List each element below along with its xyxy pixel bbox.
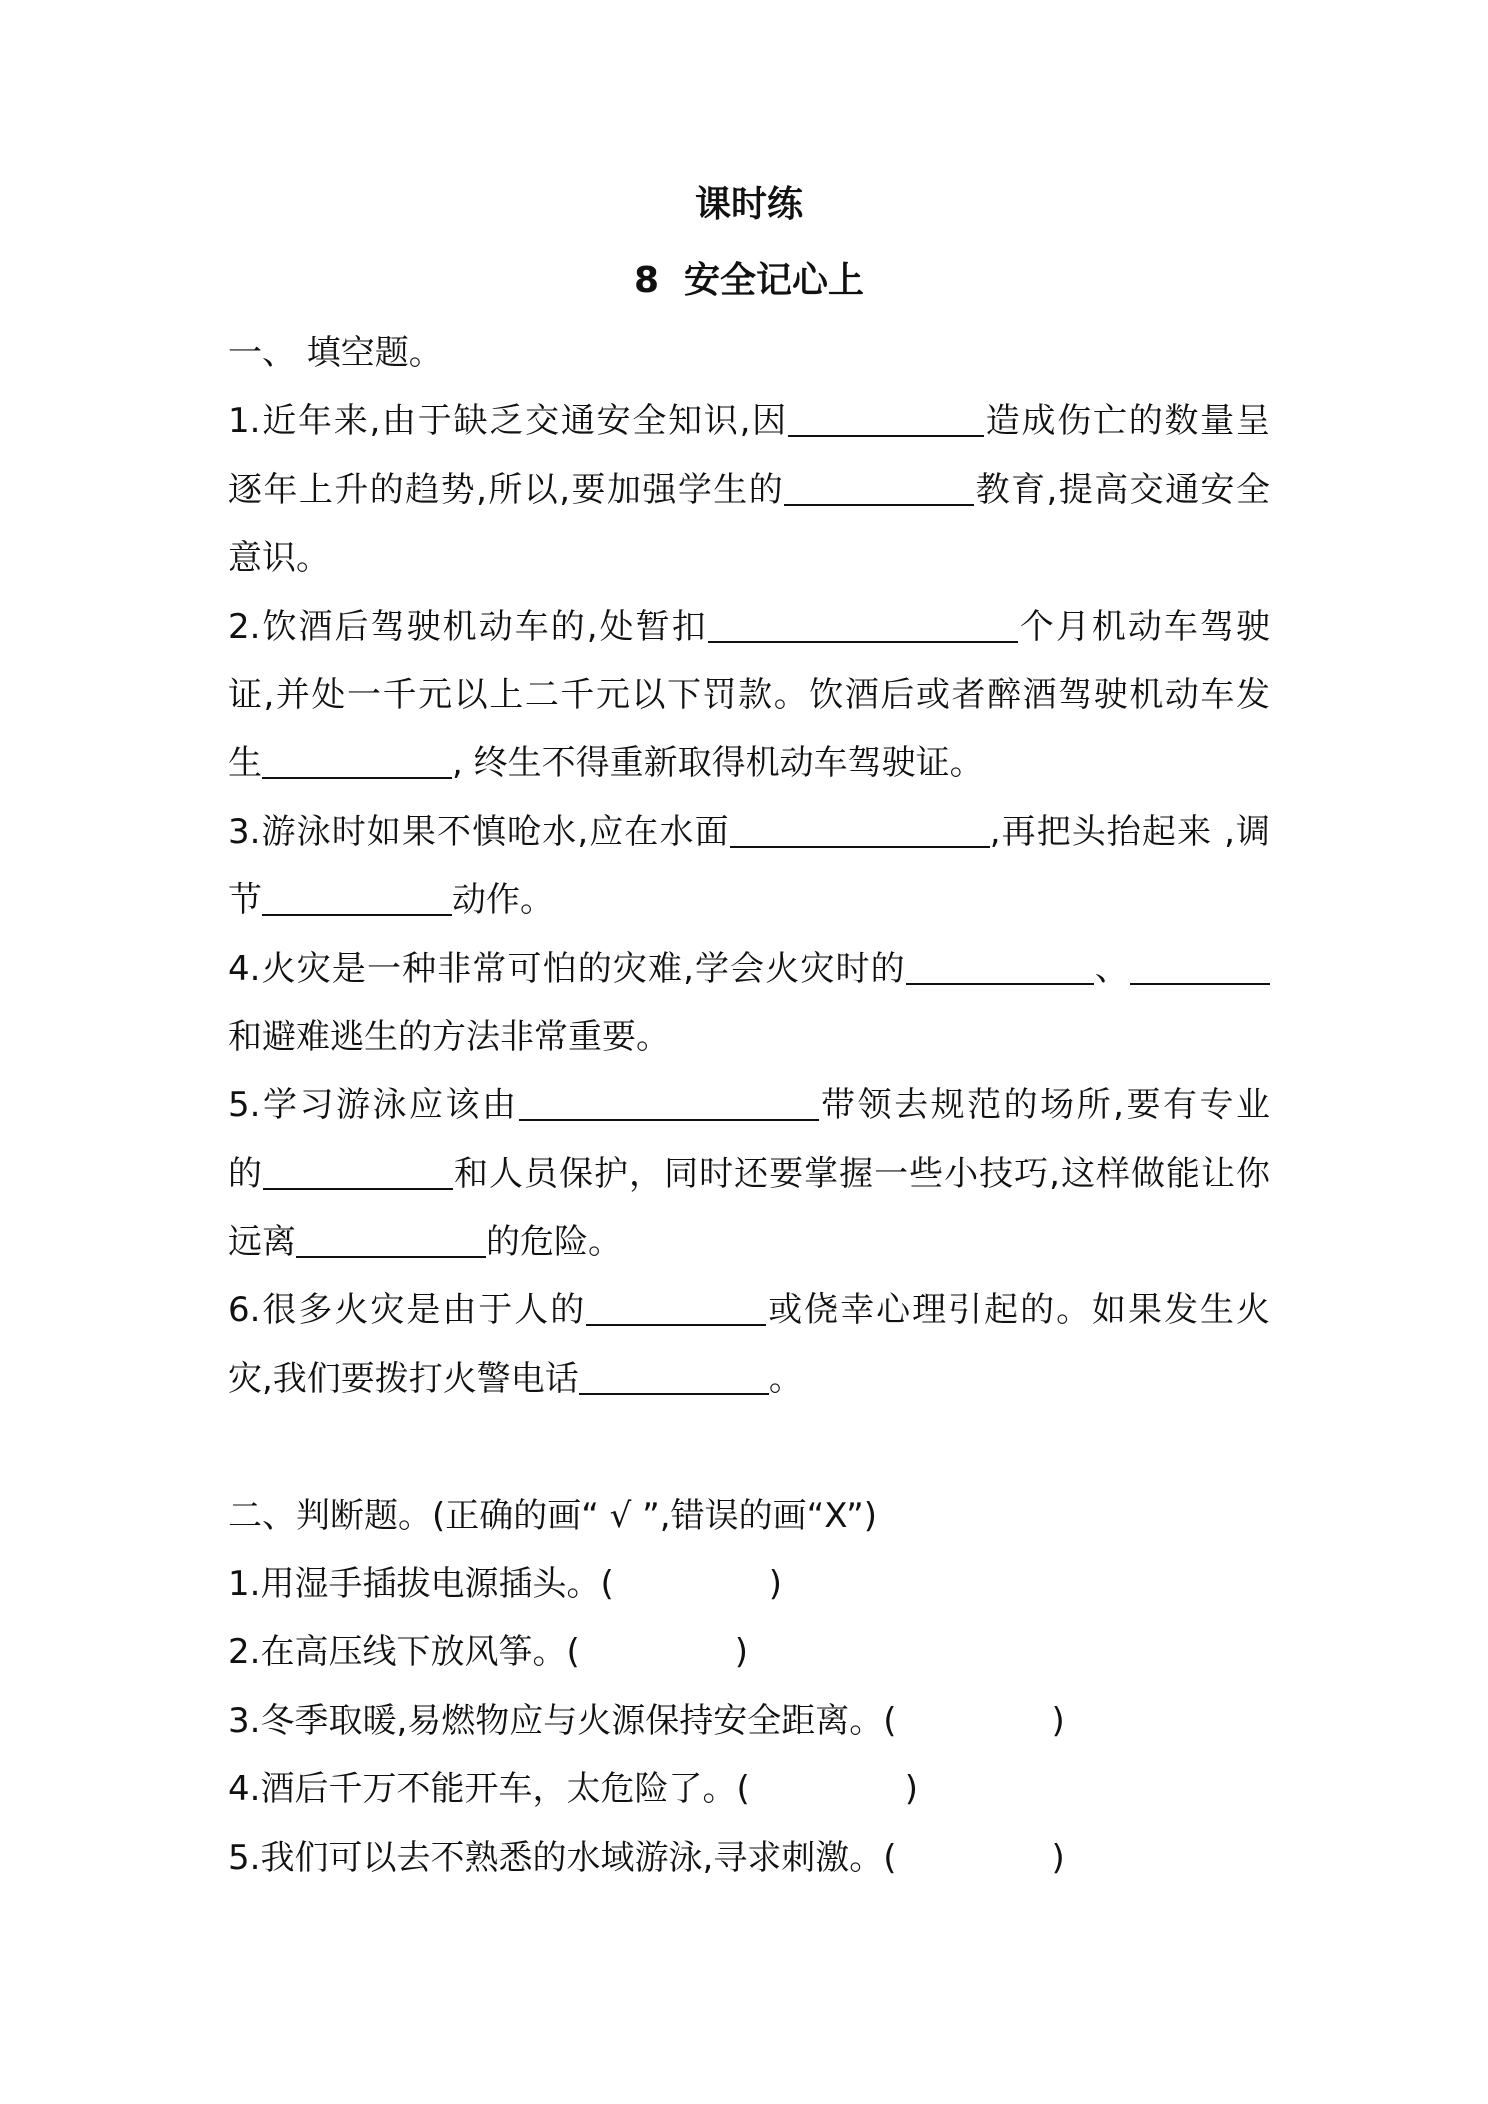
section-heading-fill-blank: 一、 填空题。 — [228, 333, 443, 373]
answer-blank — [262, 886, 452, 916]
fill-q4-line-1 — [228, 935, 1270, 1003]
lesson-title: 8 安全记心上 — [633, 260, 865, 301]
question-text: 教育,提高交通安全 — [974, 469, 1270, 510]
question-text: 造成伤亡的数量呈 — [983, 401, 1270, 442]
tf-item-5 — [228, 1824, 1270, 1892]
paren-close: ) — [1051, 1837, 1065, 1878]
paren-close: ) — [734, 1632, 748, 1673]
answer-blank — [708, 613, 1018, 643]
paren-open: ( — [883, 1700, 897, 1741]
worksheet — [228, 167, 1270, 1892]
tf-stem: 4.酒后千万不能开车，太危险了。 — [228, 1769, 737, 1810]
question-text: 节 — [228, 880, 262, 921]
question-text: 带领去规范的场所,要有专业 — [818, 1085, 1270, 1126]
section-spacer — [228, 1413, 1270, 1481]
question-text: 灾,我们要拨打火警电话 — [228, 1358, 579, 1399]
fill-q2-line-3 — [228, 729, 1270, 797]
answer-slot — [750, 1790, 905, 1800]
question-text: 和人员保护，同时还要掌握一些小技巧,这样做能让你 — [453, 1153, 1270, 1194]
fill-q5-line-3 — [228, 1208, 1270, 1276]
question-text: 3.游泳时如果不慎呛水,应在水面 — [228, 811, 730, 852]
answer-blank — [1130, 955, 1270, 985]
fill-q2-line-2 — [228, 661, 1270, 729]
tf-item-4 — [228, 1755, 1270, 1823]
tf-stem: 1.用湿手插拔电源插头。 — [228, 1564, 601, 1605]
answer-slot — [580, 1653, 735, 1663]
paren-open: ( — [883, 1837, 897, 1878]
paren-close: ) — [768, 1564, 782, 1605]
question-text: , 终生不得重新取得机动车驾驶证。 — [452, 743, 984, 784]
paren-open: ( — [736, 1769, 750, 1810]
answer-slot — [897, 1722, 1052, 1732]
question-text: 5.学习游泳应该由 — [228, 1085, 519, 1126]
answer-slot — [614, 1585, 769, 1595]
fill-q6-line-2 — [228, 1345, 1270, 1413]
question-text: 4.火灾是一种非常可怕的灾难,学会火灾时的 — [228, 948, 906, 989]
answer-blank — [263, 1160, 453, 1190]
question-text: 的 — [228, 1153, 264, 1194]
fill-q6-line-1 — [228, 1276, 1270, 1344]
answer-slot — [897, 1859, 1052, 1869]
question-text: 远离 — [228, 1222, 296, 1263]
question-text: 或侥幸心理引起的。如果发生火 — [766, 1290, 1270, 1331]
answer-blank — [586, 1296, 766, 1326]
question-text: 和避难逃生的方法非常重要。 — [228, 1016, 670, 1057]
question-text: 的危险。 — [486, 1222, 622, 1263]
answer-blank — [519, 1091, 819, 1121]
question-text: 。 — [768, 1358, 803, 1399]
fill-q5-line-2 — [228, 1140, 1270, 1208]
worksheet-title: 课时练 — [694, 184, 803, 225]
answer-blank — [788, 407, 984, 437]
question-text: 意识。 — [228, 538, 330, 579]
answer-blank — [730, 818, 990, 848]
fill-q4-line-2 — [228, 1003, 1270, 1071]
section-heading-true-false: 二、判断题。(正确的画“ √ ”,错误的画“X”) — [228, 1495, 877, 1536]
question-text: 个月机动车驾驶 — [1017, 606, 1270, 647]
question-text: 2.饮酒后驾驶机动车的,处暂扣 — [228, 606, 708, 647]
fill-q2-line-1 — [228, 593, 1270, 661]
tf-stem: 5.我们可以去不熟悉的水域游泳,寻求刺激。 — [228, 1837, 884, 1878]
answer-blank — [579, 1365, 769, 1395]
fill-q5-line-1 — [228, 1071, 1270, 1139]
paren-open: ( — [566, 1632, 580, 1673]
fill-q3-line-2 — [228, 866, 1270, 934]
tf-item-1 — [228, 1550, 1270, 1618]
fill-q1-line-3 — [228, 524, 1270, 592]
answer-blank — [296, 1228, 486, 1258]
question-text: 逐年上升的趋势,所以,要加强学生的 — [228, 469, 785, 510]
paren-open: ( — [600, 1564, 614, 1605]
fill-q3-line-1 — [228, 798, 1270, 866]
tf-stem: 2.在高压线下放风筝。 — [228, 1632, 567, 1673]
tf-item-2 — [228, 1618, 1270, 1686]
paren-close: ) — [904, 1769, 918, 1810]
tf-stem: 3.冬季取暖,易燃物应与火源保持安全距离。 — [228, 1700, 884, 1741]
fill-q1-line-1 — [228, 387, 1270, 455]
fill-q1-line-2 — [228, 456, 1270, 524]
question-text: 6.很多火灾是由于人的 — [228, 1290, 587, 1331]
question-text: 证,并处一千元以上二千元以下罚款。饮酒后或者醉酒驾驶机动车发 — [228, 674, 1270, 715]
question-text: 1.近年来,由于缺乏交通安全知识,因 — [228, 401, 788, 442]
question-text: ,再把头抬起来 ,调 — [989, 811, 1270, 852]
answer-blank — [906, 955, 1094, 985]
paren-close: ) — [1051, 1700, 1065, 1741]
tf-item-3 — [228, 1687, 1270, 1755]
answer-blank — [784, 476, 974, 506]
answer-blank — [262, 749, 452, 779]
question-text: 、 — [1093, 948, 1130, 989]
question-text: 生 — [228, 743, 262, 784]
question-text: 动作。 — [452, 880, 554, 921]
